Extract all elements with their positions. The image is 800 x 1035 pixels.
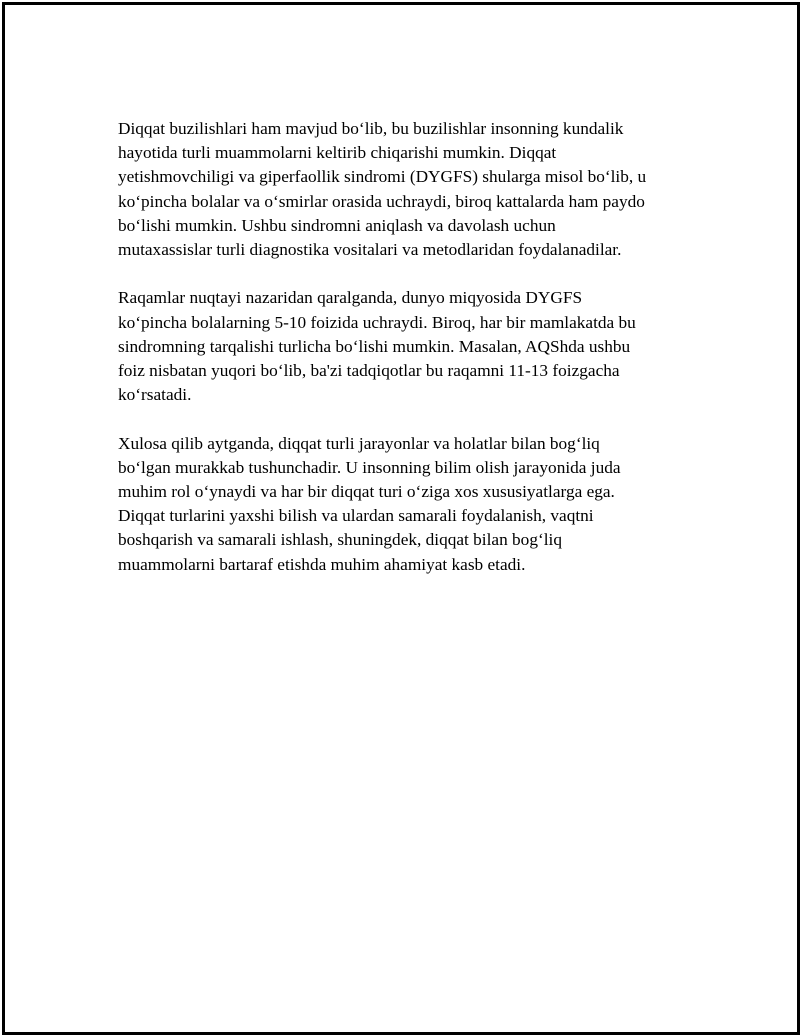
text-line: Diqqat turlarini yaxshi bilish va ulardan samarali foydalanish, vaqtni <box>118 506 594 526</box>
text-line: koʻrsatadi. <box>118 385 192 405</box>
document-body <box>118 117 690 601</box>
text-line: mutaxassislar turli diagnostika vositalari va metodlaridan foydalanadilar. <box>118 240 622 260</box>
text-line: koʻpincha bolalarning 5-10 foizida uchraydi. Biroq, har bir mamlakatda bu <box>118 312 636 332</box>
paragraph-2 <box>118 286 690 407</box>
text-line: hayotida turli muammolarni keltirib chiqarishi mumkin. Diqqat <box>118 143 557 163</box>
paragraph-1 <box>118 117 690 262</box>
text-line: muhim rol oʻynaydi va har bir diqqat turi oʻziga xos xususiyatlarga ega. <box>118 482 615 502</box>
text-line: Diqqat buzilishlari ham mavjud boʻlib, bu buzilishlar insonning kundalik <box>118 119 624 138</box>
text-line: koʻpincha bolalar va oʻsmirlar orasida uchraydi, biroq kattalarda ham paydo <box>118 191 645 211</box>
paragraph-3 <box>118 432 690 577</box>
text-line: yetishmovchiligi va giperfaollik sindromi (DYGFS) shularga misol boʻlib, u <box>118 167 647 187</box>
text-line: boʻlishi mumkin. Ushbu sindromni aniqlash va davolash uchun <box>118 215 556 235</box>
text-line: muammolarni bartaraf etishda muhim ahamiyat kasb etadi. <box>118 554 526 574</box>
text-line: boshqarish va samarali ishlash, shuningdek, diqqat bilan bogʻliq <box>118 530 562 550</box>
text-line: Xulosa qilib aytganda, diqqat turli jarayonlar va holatlar bilan bogʻliq <box>118 433 600 453</box>
text-line: foiz nisbatan yuqori boʻlib, ba'zi tadqiqotlar bu raqamni 11-13 foizgacha <box>118 361 620 381</box>
text-line: boʻlgan murakkab tushunchadir. U insonning bilim olish jarayonida juda <box>118 457 621 477</box>
text-line: Raqamlar nuqtayi nazaridan qaralganda, dunyo miqyosida DYGFS <box>118 288 583 308</box>
text-line: sindromning tarqalishi turlicha boʻlishi mumkin. Masalan, AQShda ushbu <box>118 336 631 356</box>
